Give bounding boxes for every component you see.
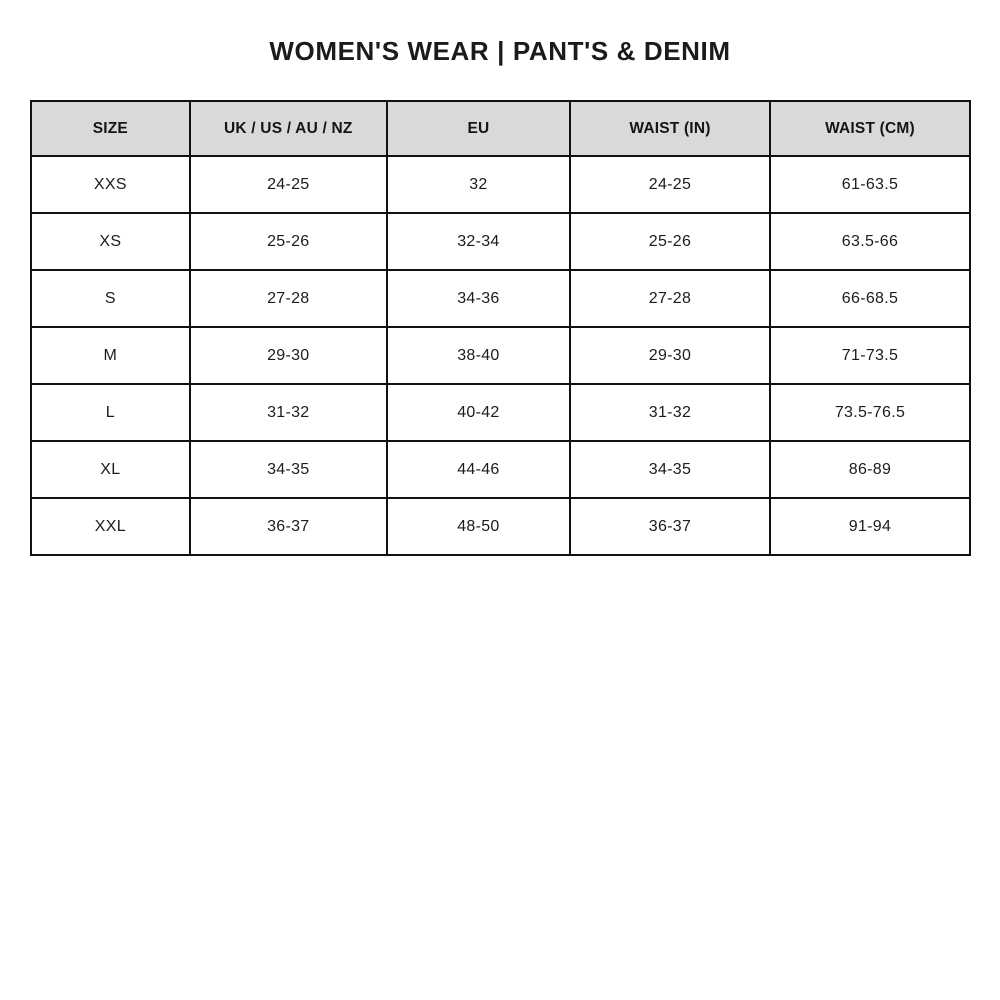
table-cell: XXS [31, 156, 190, 213]
column-header: UK / US / AU / NZ [190, 101, 387, 156]
table-cell: 48-50 [387, 498, 570, 555]
table-row [31, 384, 970, 441]
table-cell: 73.5-76.5 [770, 384, 970, 441]
table-cell: 25-26 [570, 213, 770, 270]
table-cell: 32-34 [387, 213, 570, 270]
table-cell: XXL [31, 498, 190, 555]
table-cell: 40-42 [387, 384, 570, 441]
table-cell: 25-26 [190, 213, 387, 270]
column-header: EU [387, 101, 570, 156]
table-row [31, 156, 970, 213]
table-cell: 34-35 [570, 441, 770, 498]
table-body [31, 156, 970, 555]
table-header [31, 101, 970, 156]
column-header: SIZE [31, 101, 190, 156]
table-cell: 34-36 [387, 270, 570, 327]
table-cell: 27-28 [570, 270, 770, 327]
page-title: WOMEN'S WEAR | PANT'S & DENIM [269, 36, 731, 66]
table-cell: 61-63.5 [770, 156, 970, 213]
column-header: WAIST (CM) [770, 101, 970, 156]
table-row [31, 270, 970, 327]
table-cell: 24-25 [570, 156, 770, 213]
table-cell: 38-40 [387, 327, 570, 384]
table-cell: 44-46 [387, 441, 570, 498]
table-cell: 29-30 [190, 327, 387, 384]
table-cell: L [31, 384, 190, 441]
table-cell: 32 [387, 156, 570, 213]
size-chart-table [30, 100, 971, 556]
table-cell: 34-35 [190, 441, 387, 498]
table-cell: 36-37 [570, 498, 770, 555]
table-cell: 71-73.5 [770, 327, 970, 384]
table-cell: 66-68.5 [770, 270, 970, 327]
table-cell: 29-30 [570, 327, 770, 384]
table-cell: 31-32 [570, 384, 770, 441]
table-header-row [31, 101, 970, 156]
table-cell: XS [31, 213, 190, 270]
table-cell: M [31, 327, 190, 384]
table-cell: 63.5-66 [770, 213, 970, 270]
column-header: WAIST (IN) [570, 101, 770, 156]
table-cell: 24-25 [190, 156, 387, 213]
table-row [31, 441, 970, 498]
table-cell: 27-28 [190, 270, 387, 327]
table-cell: 91-94 [770, 498, 970, 555]
table-row [31, 213, 970, 270]
table-row [31, 498, 970, 555]
table-row [31, 327, 970, 384]
table-cell: XL [31, 441, 190, 498]
table-cell: S [31, 270, 190, 327]
table-cell: 36-37 [190, 498, 387, 555]
table-cell: 31-32 [190, 384, 387, 441]
table-cell: 86-89 [770, 441, 970, 498]
